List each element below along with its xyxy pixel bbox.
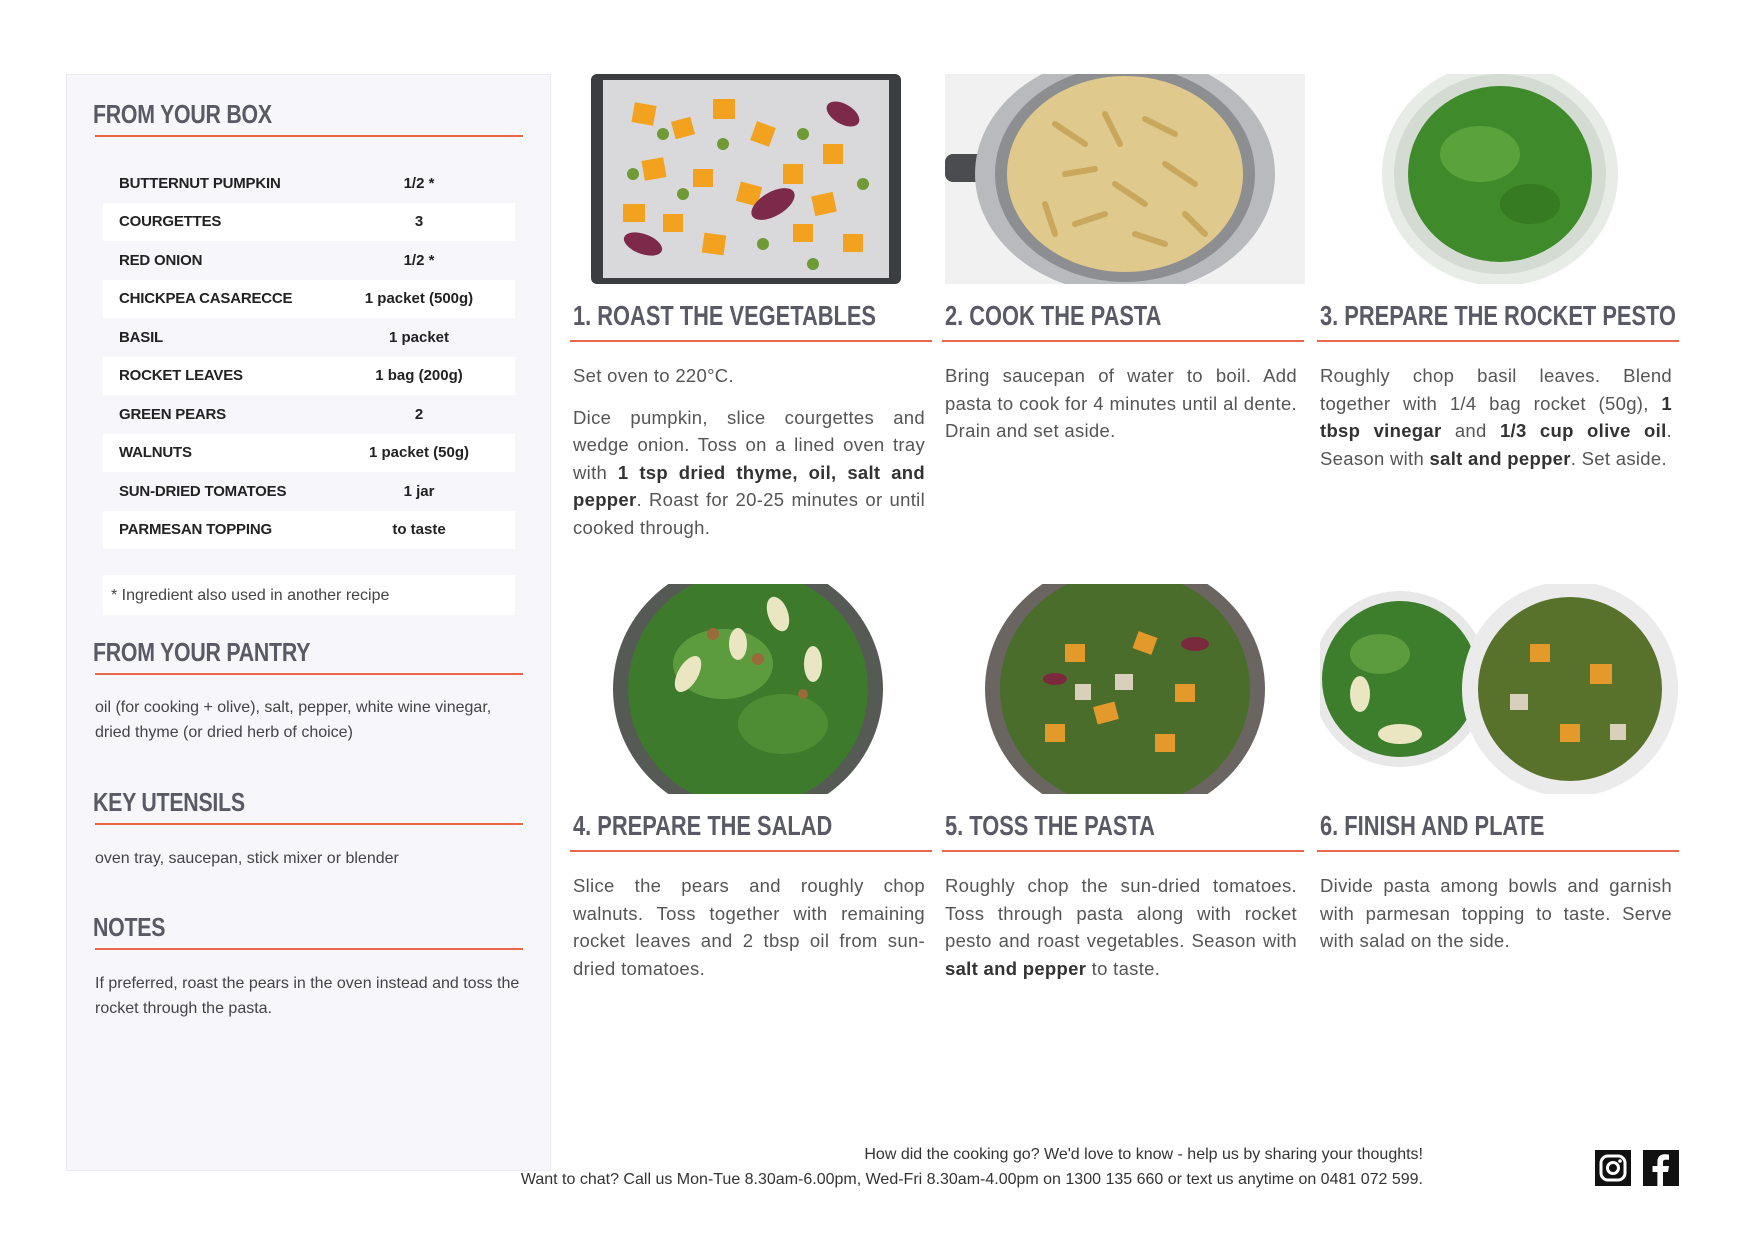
heading-rule [95, 673, 523, 675]
roast-vegetables-image [573, 74, 933, 284]
ingredient-quantity: 1/2 * [403, 174, 435, 192]
plated-bowls-image [1320, 584, 1680, 794]
step-5-heading: 5. TOSS THE PASTA [945, 810, 1155, 841]
instruction-text: to taste. [1086, 957, 1161, 979]
emphasized-text: salt and pepper [1429, 447, 1571, 469]
instruction-paragraph [573, 404, 925, 542]
ingredient-quantity: 1 bag (200g) [375, 367, 463, 385]
heading-rule [1317, 340, 1679, 342]
step-6-heading: 6. FINISH AND PLATE [1320, 810, 1545, 841]
pasta-toss-image [945, 584, 1305, 794]
step-3-heading: 3. PREPARE THE ROCKET PESTO [1320, 300, 1676, 331]
pesto-bowl-image [1320, 74, 1680, 284]
instruction-text: . Roast for 20-25 minutes or until cooked through. [573, 489, 925, 538]
ingredient-row [103, 511, 515, 550]
ingredient-name: RED ONION [119, 251, 203, 269]
heading-rule [95, 948, 523, 950]
ingredient-name: WALNUTS [119, 444, 192, 462]
ingredient-quantity: 3 [414, 213, 424, 231]
notes-heading: NOTES [93, 912, 166, 942]
heading-rule [1317, 850, 1679, 852]
ingredient-name: BUTTERNUT PUMPKIN [119, 174, 281, 192]
facebook-icon[interactable] [1643, 1150, 1679, 1186]
instagram-icon[interactable] [1595, 1150, 1631, 1186]
instruction-paragraph [1320, 872, 1672, 955]
heading-rule [942, 340, 1304, 342]
ingredients-sidebar [66, 74, 551, 1171]
ingredient-row [103, 203, 515, 242]
feedback-line: How did the cooking go? We'd love to know - help us by sharing your thoughts! [864, 1146, 1423, 1163]
step-2-instructions [945, 362, 1297, 459]
ingredient-footnote: * Ingredient also used in another recipe [103, 575, 515, 615]
emphasized-text: salt and pepper [945, 957, 1087, 979]
ingredient-row [103, 280, 515, 319]
ingredient-row [103, 164, 515, 203]
instruction-paragraph [573, 872, 925, 982]
key-utensils-heading: KEY UTENSILS [93, 787, 245, 817]
step-2-heading: 2. COOK THE PASTA [945, 300, 1162, 331]
ingredient-quantity: 2 [414, 405, 424, 423]
ingredient-row [103, 395, 515, 434]
pasta-colander-image [945, 74, 1305, 284]
instruction-text: Divide pasta among bowls and garnish with parmesan topping to taste. Serve with salad on the side. [1320, 875, 1672, 951]
pantry-text: oil (for cooking + olive), salt, pepper, white wine vinegar, dried thyme (or dried herb of choice) [95, 699, 492, 741]
instruction-text: Bring saucepan of water to boil. Add pasta to cook for 4 minutes until al dente. Drain and set aside. [945, 365, 1297, 441]
ingredient-row [103, 472, 515, 511]
step-4-instructions [573, 872, 925, 996]
ingredient-quantity: 1 packet (500g) [364, 290, 474, 308]
ingredient-name: COURGETTES [119, 213, 222, 231]
emphasized-text: 1 tbsp vinegar [1320, 392, 1672, 441]
feedback-footer [521, 1142, 1423, 1192]
ingredient-row [103, 434, 515, 473]
ingredient-name: PARMESAN TOPPING [119, 521, 272, 539]
ingredient-quantity: to taste [392, 521, 446, 539]
heading-rule [95, 823, 523, 825]
heading-rule [570, 850, 932, 852]
ingredient-name: GREEN PEARS [119, 405, 226, 423]
instruction-text: Roughly chop the sun-dried tomatoes. Toss through pasta along with rocket pesto and roast vegetables. Season with [945, 875, 1297, 951]
from-your-pantry-heading: FROM YOUR PANTRY [93, 637, 311, 667]
ingredient-row [103, 357, 515, 396]
instruction-paragraph [1320, 362, 1672, 472]
salad-bowl-image [573, 584, 933, 794]
ingredient-row [103, 241, 515, 280]
instruction-paragraph [945, 362, 1297, 445]
heading-rule [570, 340, 932, 342]
step-1-heading: 1. ROAST THE VEGETABLES [573, 300, 876, 331]
from-your-box-heading: FROM YOUR BOX [93, 99, 272, 129]
utensils-text: oven tray, saucepan, stick mixer or blender [95, 850, 399, 867]
emphasized-text: 1/3 cup olive oil [1499, 420, 1667, 441]
instruction-text: and [1441, 420, 1500, 441]
ingredient-quantity: 1 packet (50g) [368, 444, 470, 462]
step-5-instructions [945, 872, 1297, 996]
ingredient-quantity: 1 jar [403, 482, 435, 500]
instruction-paragraph [573, 362, 925, 390]
ingredient-name: CHICKPEA CASARECCE [119, 290, 293, 308]
ingredient-quantity: 1/2 * [403, 251, 435, 269]
instruction-text: Dice pumpkin, slice courgettes and wedge onion. Toss on a lined oven tray with [573, 406, 925, 483]
step-4-heading: 4. PREPARE THE SALAD [573, 810, 833, 841]
ingredient-row [103, 318, 515, 357]
ingredient-quantity: 1 packet [388, 328, 450, 346]
instruction-paragraph [945, 872, 1297, 982]
heading-rule [95, 135, 523, 137]
ingredient-name: ROCKET LEAVES [119, 367, 243, 385]
ingredient-name: BASIL [119, 328, 164, 346]
ingredient-name: SUN-DRIED TOMATOES [119, 482, 287, 500]
instruction-text: Slice the pears and roughly chop walnuts. Toss together with remaining rocket leaves and 2 tbsp oil from sun-dried tomatoes. [573, 875, 925, 979]
step-1-instructions [573, 362, 925, 555]
contact-line: Want to chat? Call us Mon-Tue 8.30am-6.00pm, Wed-Fri 8.30am-4.00pm on 1300 135 660 or text us anytime on 0481 072 599. [520, 1171, 1423, 1188]
step-6-instructions [1320, 872, 1672, 969]
instruction-text: . Season with [1320, 420, 1672, 469]
heading-rule [942, 850, 1304, 852]
instruction-text: Set oven to 220°C. [573, 365, 734, 386]
step-3-instructions [1320, 362, 1672, 486]
instruction-text: . Set aside. [1570, 447, 1667, 469]
ingredient-table [103, 164, 515, 549]
instruction-text: Roughly chop basil leaves. Blend together with 1/4 bag rocket (50g), [1320, 365, 1672, 414]
emphasized-text: 1 tsp dried thyme, oil, salt and pepper [573, 461, 925, 510]
notes-text: If preferred, roast the pears in the oven instead and toss the rocket through the pasta. [95, 975, 520, 1017]
